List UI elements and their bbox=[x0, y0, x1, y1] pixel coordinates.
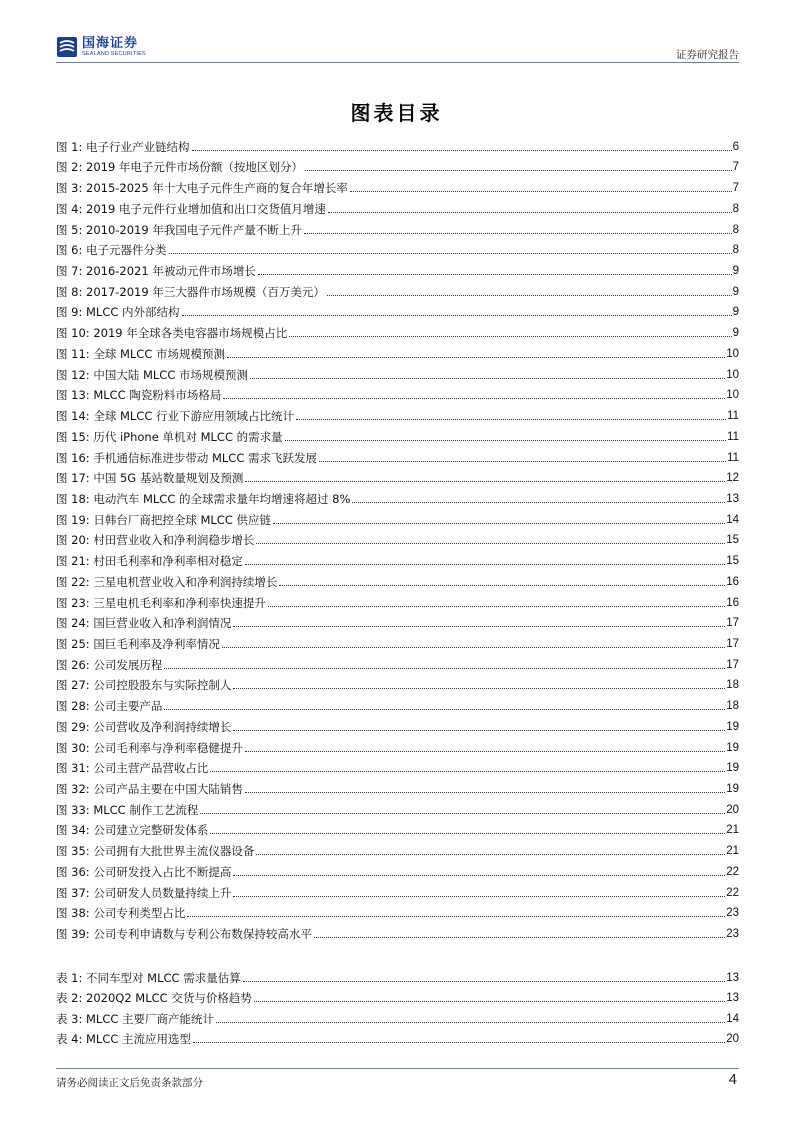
toc-dot-leader bbox=[258, 273, 732, 275]
toc-entry-label[interactable]: 图 32: 公司产品主要在中国大陆销售 bbox=[56, 782, 243, 796]
toc-entry[interactable] bbox=[56, 133, 739, 154]
toc-entry-page[interactable]: 7 bbox=[732, 182, 739, 195]
logo-chinese-name: 国海证券 bbox=[82, 36, 139, 51]
toc-entry-label[interactable]: 图 34: 公司建立完整研发体系 bbox=[56, 823, 209, 838]
toc-entry[interactable] bbox=[56, 713, 739, 734]
toc-entry[interactable] bbox=[56, 402, 739, 423]
logo-english-name: SEALAND SECURITIES bbox=[82, 51, 146, 57]
header-divider bbox=[56, 62, 739, 63]
toc-entry[interactable] bbox=[56, 195, 739, 216]
toc-entry[interactable] bbox=[56, 1026, 739, 1047]
toc-entry-label[interactable]: 图 37: 公司研发人员数量持续上升 bbox=[56, 885, 232, 900]
toc-entry[interactable] bbox=[56, 817, 739, 838]
toc-dot-leader bbox=[350, 190, 732, 192]
toc-entry-label[interactable]: 图 8: 2017-2019 年三大器件市场规模（百万美元） bbox=[56, 284, 325, 299]
toc-dot-leader bbox=[169, 252, 732, 254]
toc-entry[interactable] bbox=[56, 734, 739, 755]
toc-entry-page[interactable]: 8 bbox=[732, 223, 739, 236]
toc-entry-label[interactable]: 图 16: 手机通信标准进步带动 MLCC 需求飞跃发展 bbox=[56, 450, 318, 465]
toc-dot-leader bbox=[327, 294, 732, 296]
toc-dot-leader bbox=[245, 750, 725, 752]
toc-dot-leader bbox=[279, 584, 725, 586]
figure-toc-list bbox=[56, 133, 739, 941]
toc-entry-label[interactable]: 图 19: 日韩台厂商把控全球 MLCC 供应链 bbox=[56, 512, 272, 527]
toc-entry-page[interactable]: 18 bbox=[726, 679, 739, 692]
footer-divider bbox=[56, 1068, 739, 1069]
toc-entry-page[interactable]: 19 bbox=[726, 720, 739, 733]
toc-dot-leader bbox=[233, 687, 725, 689]
toc-entry-page[interactable]: 20 bbox=[726, 1033, 739, 1045]
toc-entry-label[interactable]: 图 6: 电子元器件分类 bbox=[56, 243, 167, 258]
toc-dot-leader bbox=[233, 625, 725, 627]
toc-entry-page[interactable]: 21 bbox=[726, 845, 739, 858]
toc-entry-label[interactable]: 图 26: 公司发展历程 bbox=[56, 657, 163, 672]
toc-entry-page[interactable]: 19 bbox=[726, 783, 739, 795]
toc-entry[interactable] bbox=[56, 651, 739, 672]
toc-entry[interactable] bbox=[56, 237, 739, 258]
toc-entry[interactable] bbox=[56, 444, 739, 465]
toc-entry[interactable] bbox=[56, 361, 739, 382]
toc-entry-label[interactable]: 表 3: MLCC 主要厂商产能统计 bbox=[56, 1011, 215, 1026]
toc-entry[interactable] bbox=[56, 340, 739, 361]
toc-entry-label[interactable]: 图 38: 公司专利类型占比 bbox=[56, 906, 186, 921]
toc-dot-leader bbox=[304, 232, 732, 234]
toc-entry-label[interactable]: 图 7: 2016-2021 年被动元件市场增长 bbox=[56, 264, 256, 279]
toc-entry[interactable] bbox=[56, 527, 739, 548]
toc-entry-label[interactable]: 图 39: 公司专利申请数与专利公布数保持较高水平 bbox=[56, 927, 312, 942]
toc-entry-label[interactable]: 图 17: 中国 5G 基站数量规划及预测 bbox=[56, 471, 244, 486]
toc-dot-leader bbox=[216, 1021, 725, 1023]
footer-disclaimer: 请务必阅读正文后免责条款部分 bbox=[56, 1077, 203, 1089]
toc-dot-leader bbox=[210, 770, 725, 772]
toc-dot-leader bbox=[273, 522, 725, 524]
toc-dot-leader bbox=[319, 460, 726, 462]
toc-entry[interactable] bbox=[56, 319, 739, 340]
toc-entry-page[interactable]: 16 bbox=[726, 575, 739, 588]
toc-entry-page[interactable]: 8 bbox=[732, 244, 739, 257]
toc-entry-page[interactable]: 9 bbox=[732, 265, 739, 278]
toc-entry-page[interactable]: 12 bbox=[726, 472, 739, 485]
page-title: 图表目录 bbox=[350, 101, 443, 125]
toc-dot-leader bbox=[314, 936, 725, 938]
toc-entry[interactable] bbox=[56, 879, 739, 900]
toc-dot-leader bbox=[254, 1000, 725, 1002]
toc-dot-leader bbox=[256, 853, 725, 855]
company-logo bbox=[56, 36, 146, 62]
toc-entry[interactable] bbox=[56, 964, 739, 985]
toc-entry[interactable] bbox=[56, 755, 739, 776]
toc-entry[interactable] bbox=[56, 610, 739, 631]
toc-entry[interactable] bbox=[56, 382, 739, 403]
toc-dot-leader bbox=[210, 832, 725, 834]
toc-entry-page[interactable]: 21 bbox=[726, 824, 739, 837]
toc-entry-page[interactable]: 8 bbox=[732, 202, 739, 215]
toc-entry-label[interactable]: 图 1: 电子行业产业链结构 bbox=[56, 139, 190, 154]
toc-entry-label[interactable]: 图 31: 公司主营产品营收占比 bbox=[56, 761, 209, 776]
toc-entry-page[interactable]: 17 bbox=[726, 617, 739, 630]
toc-entry[interactable] bbox=[56, 506, 739, 527]
toc-dot-leader bbox=[233, 729, 725, 731]
toc-entry[interactable] bbox=[56, 837, 739, 858]
toc-dot-leader bbox=[245, 791, 725, 793]
toc-dot-leader bbox=[305, 169, 732, 171]
toc-entry-page[interactable]: 13 bbox=[726, 971, 739, 984]
toc-entry[interactable] bbox=[56, 858, 739, 879]
toc-entry-page[interactable]: 15 bbox=[726, 534, 739, 547]
toc-entry[interactable] bbox=[56, 568, 739, 589]
toc-dot-leader bbox=[256, 542, 725, 544]
toc-entry-label[interactable]: 图 23: 三星电机毛利率和净利率快速提升 bbox=[56, 595, 266, 610]
toc-entry-label[interactable]: 图 3: 2015-2025 年十大电子元件生产商的复合年增长率 bbox=[56, 181, 348, 196]
toc-entry[interactable] bbox=[56, 920, 739, 941]
toc-entry-label[interactable]: 图 30: 公司毛利率与净利率稳健提升 bbox=[56, 740, 243, 755]
toc-entry[interactable] bbox=[56, 154, 739, 175]
toc-entry-page[interactable]: 14 bbox=[726, 1012, 739, 1025]
toc-entry[interactable] bbox=[56, 423, 739, 444]
toc-entry-label[interactable]: 图 4: 2019 电子元件行业增加值和出口交货值月增速 bbox=[56, 201, 326, 216]
toc-entry-page[interactable]: 11 bbox=[727, 430, 739, 443]
toc-entry-page[interactable]: 10 bbox=[726, 389, 739, 402]
toc-dot-leader bbox=[187, 915, 725, 917]
toc-entry-label[interactable]: 图 27: 公司控股股东与实际控制人 bbox=[56, 678, 232, 693]
toc-entry[interactable] bbox=[56, 589, 739, 610]
toc-entry-page[interactable]: 7 bbox=[732, 161, 739, 174]
toc-entry-page[interactable]: 15 bbox=[726, 555, 739, 568]
toc-dot-leader bbox=[285, 439, 726, 441]
toc-entry-label[interactable]: 表 1: 不同车型对 MLCC 需求量估算 bbox=[56, 970, 241, 985]
toc-entry[interactable] bbox=[56, 985, 739, 1006]
report-type-label: 证券研究报告 bbox=[676, 49, 739, 61]
toc-dot-leader bbox=[227, 356, 725, 358]
toc-entry-page[interactable]: 9 bbox=[732, 285, 739, 298]
toc-entry[interactable] bbox=[56, 216, 739, 237]
toc-entry-label[interactable]: 图 25: 国巨毛利率及净利率情况 bbox=[56, 636, 220, 651]
toc-entry-page[interactable]: 13 bbox=[726, 492, 739, 505]
toc-entry-label[interactable]: 图 5: 2010-2019 年我国电子元件产量不断上升 bbox=[56, 222, 302, 237]
toc-dot-leader bbox=[192, 149, 732, 151]
toc-dot-leader bbox=[233, 895, 725, 897]
toc-dot-leader bbox=[243, 980, 726, 982]
toc-entry-page[interactable]: 11 bbox=[727, 410, 739, 423]
toc-entry-page[interactable]: 19 bbox=[726, 741, 739, 754]
toc-entry-page[interactable]: 13 bbox=[726, 992, 739, 1004]
toc-entry-label[interactable]: 图 9: MLCC 内外部结构 bbox=[56, 305, 180, 320]
toc-entry[interactable] bbox=[56, 257, 739, 278]
toc-entry[interactable] bbox=[56, 299, 739, 320]
toc-entry[interactable] bbox=[56, 775, 739, 796]
toc-entry[interactable] bbox=[56, 174, 739, 195]
toc-entry-page[interactable]: 14 bbox=[726, 513, 739, 526]
toc-entry-label[interactable]: 图 24: 国巨营业收入和净利润情况 bbox=[56, 616, 232, 631]
toc-entry-page[interactable]: 18 bbox=[726, 700, 739, 713]
toc-entry[interactable] bbox=[56, 1005, 739, 1026]
toc-entry-label[interactable]: 图 10: 2019 年全球各类电容器市场规模占比 bbox=[56, 326, 288, 341]
toc-entry-label[interactable]: 图 22: 三星电机营业收入和净利润持续增长 bbox=[56, 574, 278, 589]
toc-entry-label[interactable]: 图 21: 村田毛利率和净利率相对稳定 bbox=[56, 554, 243, 569]
toc-entry-page[interactable]: 10 bbox=[726, 347, 739, 360]
toc-entry-label[interactable]: 图 33: MLCC 制作工艺流程 bbox=[56, 802, 199, 817]
toc-entry-page[interactable]: 22 bbox=[726, 865, 739, 878]
toc-dot-leader bbox=[245, 563, 725, 565]
toc-entry-label[interactable]: 表 2: 2020Q2 MLCC 交货与价格趋势 bbox=[56, 991, 252, 1005]
toc-entry-label[interactable]: 图 2: 2019 年电子元件市场份额（按地区划分） bbox=[56, 160, 303, 175]
toc-entry-page[interactable]: 16 bbox=[726, 596, 739, 609]
table-toc-list bbox=[56, 964, 739, 1046]
toc-dot-leader bbox=[250, 377, 725, 379]
toc-entry-label[interactable]: 图 29: 公司营收及净利润持续增长 bbox=[56, 719, 232, 734]
toc-dot-leader bbox=[296, 418, 726, 420]
page-number: 4 bbox=[728, 1071, 737, 1088]
toc-entry-label[interactable]: 图 13: MLCC 陶瓷粉料市场格局 bbox=[56, 388, 222, 403]
toc-entry[interactable] bbox=[56, 547, 739, 568]
toc-entry-label[interactable]: 图 28: 公司主要产品 bbox=[56, 699, 163, 714]
toc-dot-leader bbox=[200, 812, 725, 814]
toc-entry-page[interactable]: 6 bbox=[732, 140, 739, 153]
toc-dot-leader bbox=[223, 397, 725, 399]
toc-entry-page[interactable]: 17 bbox=[726, 637, 739, 650]
toc-dot-leader bbox=[193, 1041, 725, 1043]
page-header bbox=[56, 30, 739, 64]
toc-entry-label[interactable]: 图 18: 电动汽车 MLCC 的全球需求量年均增速将超过 8% bbox=[56, 491, 351, 506]
toc-entry-page[interactable]: 10 bbox=[726, 368, 739, 381]
toc-entry[interactable] bbox=[56, 465, 739, 486]
toc-dot-leader bbox=[233, 874, 725, 876]
toc-entry-label[interactable]: 表 4: MLCC 主流应用选型 bbox=[56, 1032, 192, 1046]
toc-entry-page[interactable]: 20 bbox=[726, 803, 739, 816]
toc-dot-leader bbox=[182, 314, 732, 316]
toc-entry-label[interactable]: 图 35: 公司拥有大批世界主流仪器设备 bbox=[56, 844, 255, 859]
toc-entry-page[interactable]: 17 bbox=[726, 658, 739, 671]
toc-entry-label[interactable]: 图 36: 公司研发投入占比不断提高 bbox=[56, 864, 232, 879]
toc-entry-label[interactable]: 图 11: 全球 MLCC 市场规模预测 bbox=[56, 346, 226, 361]
toc-dot-leader bbox=[164, 708, 725, 710]
toc-entry[interactable] bbox=[56, 278, 739, 299]
toc-dot-leader bbox=[289, 335, 731, 337]
toc-dot-leader bbox=[352, 501, 725, 503]
toc-entry-label[interactable]: 图 15: 历代 iPhone 单机对 MLCC 的需求量 bbox=[56, 429, 283, 444]
toc-entry[interactable] bbox=[56, 630, 739, 651]
toc-entry[interactable] bbox=[56, 672, 739, 693]
toc-dot-leader bbox=[268, 605, 725, 607]
toc-entry-page[interactable]: 23 bbox=[726, 928, 739, 941]
toc-dot-leader bbox=[164, 667, 725, 669]
toc-entry[interactable] bbox=[56, 692, 739, 713]
toc-entry-page[interactable]: 9 bbox=[732, 327, 739, 340]
toc-entry-page[interactable]: 22 bbox=[726, 886, 739, 899]
toc-dot-leader bbox=[328, 211, 732, 213]
toc-entry[interactable] bbox=[56, 900, 739, 921]
toc-entry-page[interactable]: 11 bbox=[727, 451, 739, 464]
toc-entry-label[interactable]: 图 14: 全球 MLCC 行业下游应用领域占比统计 bbox=[56, 409, 295, 424]
toc-entry-page[interactable]: 23 bbox=[726, 907, 739, 920]
toc-entry-page[interactable]: 19 bbox=[726, 762, 739, 775]
toc-entry-label[interactable]: 图 20: 村田营业收入和净利润稳步增长 bbox=[56, 533, 255, 548]
toc-entry-label[interactable]: 图 12: 中国大陆 MLCC 市场规模预测 bbox=[56, 367, 249, 382]
toc-dot-leader bbox=[245, 480, 725, 482]
toc-entry-page[interactable]: 9 bbox=[732, 306, 739, 319]
sealand-logo-icon bbox=[56, 36, 78, 58]
toc-entry[interactable] bbox=[56, 796, 739, 817]
toc-entry[interactable] bbox=[56, 485, 739, 506]
toc-dot-leader bbox=[222, 646, 725, 648]
